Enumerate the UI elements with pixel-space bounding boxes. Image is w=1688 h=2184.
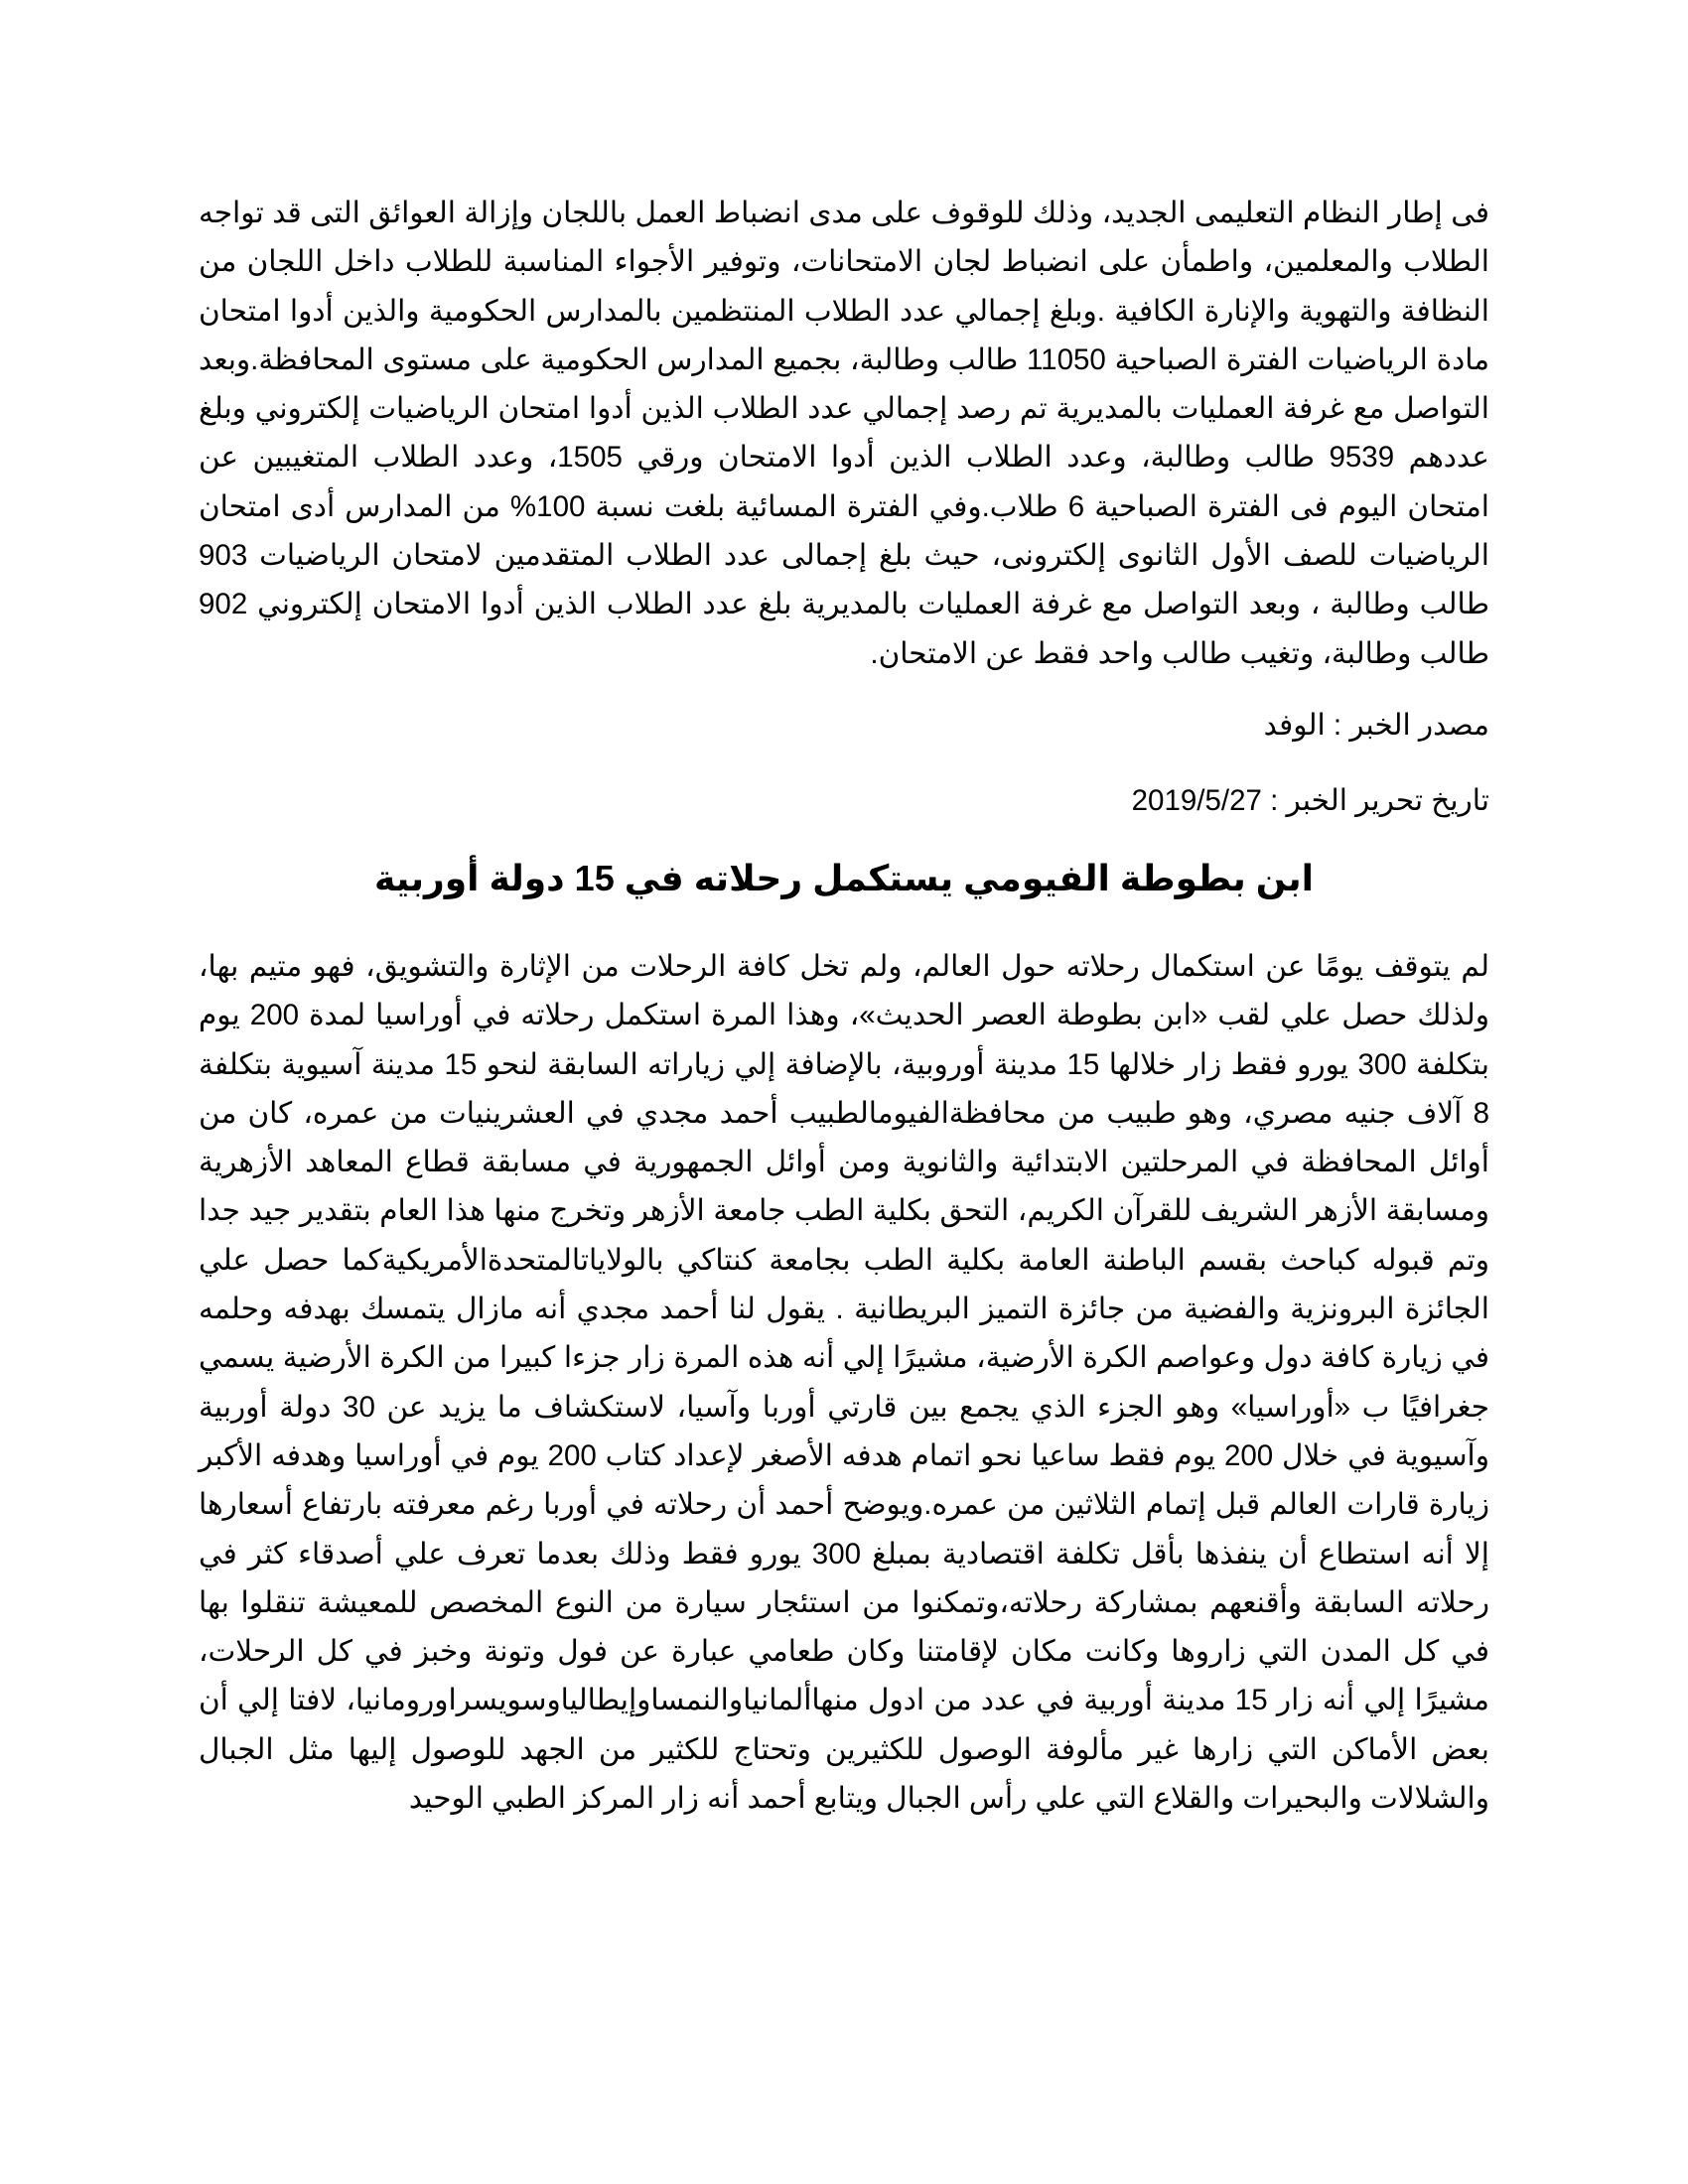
document-content bbox=[199, 189, 1489, 1823]
article-headline: ابن بطوطة الفيومي يستكمل رحلاته في 15 دولة أوربية bbox=[373, 857, 1315, 898]
news-date-line: تاريخ تحرير الخبر : 2019/5/27 bbox=[1131, 783, 1489, 817]
news-source-line: مصدر الخبر : الوفد bbox=[1263, 708, 1489, 742]
article-body-paragraph: لم يتوقف يومًا عن استكمال رحلاته حول العالم، ولم تخل كافة الرحلات من الإثارة والتشويق، فهو متيم بها، ولذلك حصل علي لقب «ابن بطوطة العصر الحديث»، وهذا المرة استكمل رحلاته في أوراسيا لمدة 200 يوم بتكلفة 300 يورو فقط زار خلالها 15 مدينة أوروبية، بالإضافة إلي زياراته السابقة لنحو 15 مدينة آسيوية بتكلفة 8 آلاف جنيه مصري، وهو طبيب من محافظةالفيومالطبيب أحمد مجدي في العشرينيات من عمره، كان من أوائل المحافظة في المرحلتين الابتدائية والثانوية ومن أوائل الجمهورية في مسابقة قطاع المعاهد الأزهرية ومسابقة الأزهر الشريف للقرآن الكريم، التحق بكلية الطب جامعة الأزهر وتخرج منها هذا العام بتقدير جيد جدا وتم قبوله كباحث بقسم الباطنة العامة بكلية الطب بجامعة كنتاكي بالولاياتالمتحدةالأمريكيةكما حصل علي الجائزة البرونزية والفضية من جائزة التميز البريطانية . يقول لنا أحمد مجدي أنه مازال يتمسك بهدفه وحلمه في زيارة كافة دول وعواصم الكرة الأرضية، مشيرًا إلي أنه هذه المرة زار جزءا كبيرا من الكرة الأرضية يسمي جغرافيًا ب «أوراسيا» وهو الجزء الذي يجمع بين قارتي أوربا وآسيا، لاستكشاف ما يزيد عن 30 دولة أوربية وآسيوية في خلال 200 يوم فقط ساعيا نحو اتمام هدفه الأصغر لإعداد كتاب 200 يوم في أوراسيا وهدفه الأكبر زيارة قارات العالم قبل إتمام الثلاثين من عمره.ويوضح أحمد أن رحلاته في أوربا رغم معرفته بارتفاع أسعارها إلا أنه استطاع أن ينفذها بأقل تكلفة اقتصادية بمبلغ 300 يورو فقط وذلك بعدما تعرف علي أصدقاء كثر في رحلاته السابقة وأقنعهم بمشاركة رحلاته،وتمكنوا من استئجار سيارة من النوع المخصص للمعيشة تنقلوا بها في كل المدن التي زاروها وكانت مكان لإقامتنا وكان طعامي عبارة عن فول وتونة وخبز في كل الرحلات، مشيرًا إلي أنه زار 15 مدينة أوربية في عدد من ادول منهاألمانياوالنمساوإيطالياوسويسراورومانيا، لافتا إلي أن بعض الأماكن التي زارها غير مألوفة الوصول للكثيرين وتحتاج للكثير من الجهد للوصول إليها مثل الجبال والشلالات والبحيرات والقلاع التي علي رأس الجبال ويتابع أحمد أنه زار المركز الطبي الوحيد bbox=[199, 949, 1490, 1816]
report-paragraph: فى إطار النظام التعليمى الجديد، وذلك للوقوف على مدى انضباط العمل باللجان وإزالة العوائق التى قد تواجه الطلاب والمعلمين، واطمأن على انضباط لجان الامتحانات، وتوفير الأجواء المناسبة للطلاب داخل اللجان من النظافة والتهوية والإنارة الكافية .وبلغ إجمالي عدد الطلاب المنتظمين بالمدارس الحكومية والذين أدوا امتحان مادة الرياضيات الفترة الصباحية 11050 طالب وطالبة، بجميع المدارس الحكومية على مستوى المحافظة.وبعد التواصل مع غرفة العمليات بالمديرية تم رصد إجمالي عدد الطلاب الذين أدوا امتحان الرياضيات إلكتروني وبلغ عددهم 9539 طالب وطالبة، وعدد الطلاب الذين أدوا الامتحان ورقي 1505، وعدد الطلاب المتغيبين عن امتحان اليوم فى الفترة الصباحية 6 طلاب.وفي الفترة المسائية بلغت نسبة 100% من المدارس أدى امتحان الرياضيات للصف الأول الثانوى إلكترونى، حيث بلغ إجمالى عدد الطلاب المتقدمين لامتحان الرياضيات 903 طالب وطالبة ، وبعد التواصل مع غرفة العمليات بالمديرية بلغ عدد الطلاب الذين أدوا الامتحان إلكتروني 902 طالب وطالبة، وتغيب طالب واحد فقط عن الامتحان. bbox=[199, 197, 1490, 670]
